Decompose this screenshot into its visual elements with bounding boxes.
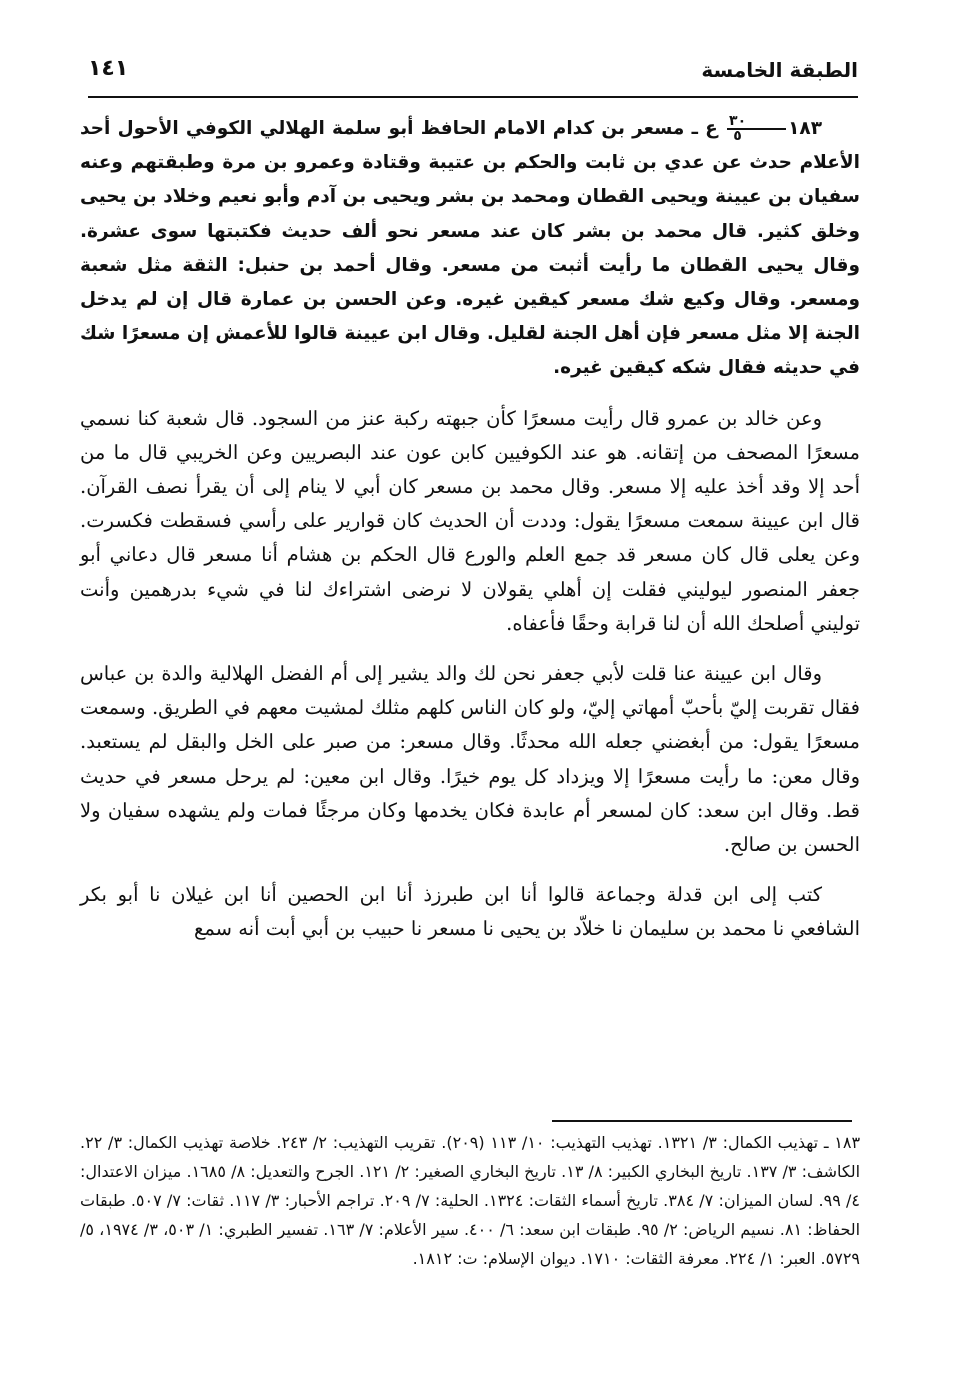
entry-text: ع ـ مسعر بن كدام الامام الحافظ أبو سلمة الهلالي الكوفي الأحول أحد الأعلام حدث عن عدي بن ثابت والحكم بن عتيبة وقتادة وعمرو بن مرة وطبقتهم وعنه سفيان بن عيينة ويحيى القطان ومحمد بن بشر ويحيى بن آدم وأبو نعيم وخلاد بن يحيى وخلق كثير. قال محمد بن بشر كان عند مسعر نحو ألف حديث فكتبتها سوى عشرة. وقال يحيى القطان ما رأيت أثبت من مسعر. وقال أحمد بن حنبل: الثقة مثل شعبة ومسعر. وقال وكيع شك مسعر كيقين غيره. وعن الحسن بن عمارة قال إن لم يدخل الجنة إلا مثل مسعر فإن أهل الجنة لقليل. وقال ابن عيينة قالوا للأعمش إن مسعرًا شك في حديثه فقال شكه كيقين غيره. — [79, 118, 860, 379]
entry-number: ١٨٣ — [788, 118, 822, 139]
main-text — [80, 112, 860, 963]
paragraph-2: وقال ابن عيينة عنا قلت لأبي جعفر نحن لك والد يشير إلى أم الفضل الهلالية والدة بن عباس فقال تقربت إليّ بأحبّ أمهاتي إليّ، ولو كان الناس كلهم مثلك لمشيت معهم في الطريق. وسمعت مسعرًا يقول: من أبغضني جعله الله محدثًا. وقال مسعر: من صبر على الخل والبقل لم يستعبد. وقال معن: ما رأيت مسعرًا إلا ويزداد كل يوم خيرًا. وقال ابن معين: لم يرحل مسعر في حديث قط. وقال ابن سعد: كان لمسعر أم عابدة فكان يخدمها وكان مرجئًا فمات ولم يشهده سفيان ولا الحسن بن صالح. — [80, 662, 860, 857]
footnotes — [80, 1128, 860, 1273]
page-header — [88, 50, 858, 90]
footnote-text: ١٨٣ ـ تهذيب الكمال: ٣/ ١٣٢١. تهذيب التهذيب: ١٠/ ١١٣ (٢٠٩). تقريب التهذيب: ٢/ ٢٤٣. خلاصة تهذيب الكمال: ٣/ ٢٢. الكاشف: ٣/ ١٣٧. تاريخ البخاري الكبير: ٨/ ١٣. تاريخ البخاري الصغير: ٢/ ١٢١. الجرح والتعديل: ٨/ ١٦٨٥. ميزان الاعتدال: ٤/ ٩٩. لسان الميزان: ٧/ ٣٨٤. تاريخ أسماء الثقات: ١٣٢٤. الحلية: ٧/ ٢٠٩. تراجم الأحبار: ٣/ ١١٧. ثقات: ٧/ ٥٠٧. طبقات الحفاظ: ٨١. نسيم الرياض: ٢/ ٩٥. طبقات ابن سعد: ٦/ ٤٠٠. سير الأعلام: ٧/ ١٦٣. تفسير الطبري: ١/ ٥٠٣، ٣/ ١٩٧٤، ٥/ ٥٧٢٩. العبر: ١/ ٢٢٤. معرفة الثقات: ١٧١٠. ديوان الإسلام: ت: ١٨١٢. — [80, 1133, 861, 1268]
page-number: ١٤١ — [88, 56, 129, 81]
paragraph-1: وعن خالد بن عمرو قال رأيت مسعرًا كأن جبهته ركبة عنز من السجود. قال شعبة كنا نسمي مسعرًا المصحف من إتقانه. هو عند الكوفيين كابن عون عند البصريين وعن الخريبي قال ما من أحد إلا وقد أخذ عليه إلا مسعر. وقال محمد بن مسعر كان أبي لا ينام إلى أن يقرأ نصف القرآن. قال ابن عيينة سمعت مسعرًا يقول: وددت أن الحديث كان قوارير على رأسي فسقطت فكسرت. وعن يعلى قال كان مسعر قد جمع العلم والورع قال الحكم بن هشام أنا مسعر قال دعاني أبو جعفر المنصور ليوليني فقلت إن أهلي يقولان لا نرضى اشتراءك لنا في شيء بدرهمين وأنت توليني أصلحك الله أن لنا قرابة وحقًا فأعفاه. — [80, 406, 860, 635]
footnote-rule — [552, 1120, 852, 1122]
entry-paragraph — [80, 112, 860, 386]
paragraph-3: كتب إلى ابن قدلة وجماعة قالوا أنا ابن طبرزذ أنا ابن الحصين أنا ابن غيلان نا أبو بكر الشافعي نا محمد بن سليمان نا خلاّد بن يحيى نا مسعر نا حبيب بن أبي أبت أنه سمع — [80, 883, 860, 941]
running-head: الطبقة الخامسة — [701, 58, 858, 82]
fraction-numerator: ٣٠ — [727, 115, 786, 130]
header-rule — [88, 96, 858, 98]
entry-fraction — [727, 115, 786, 143]
fraction-denominator: ٥ — [733, 128, 742, 144]
